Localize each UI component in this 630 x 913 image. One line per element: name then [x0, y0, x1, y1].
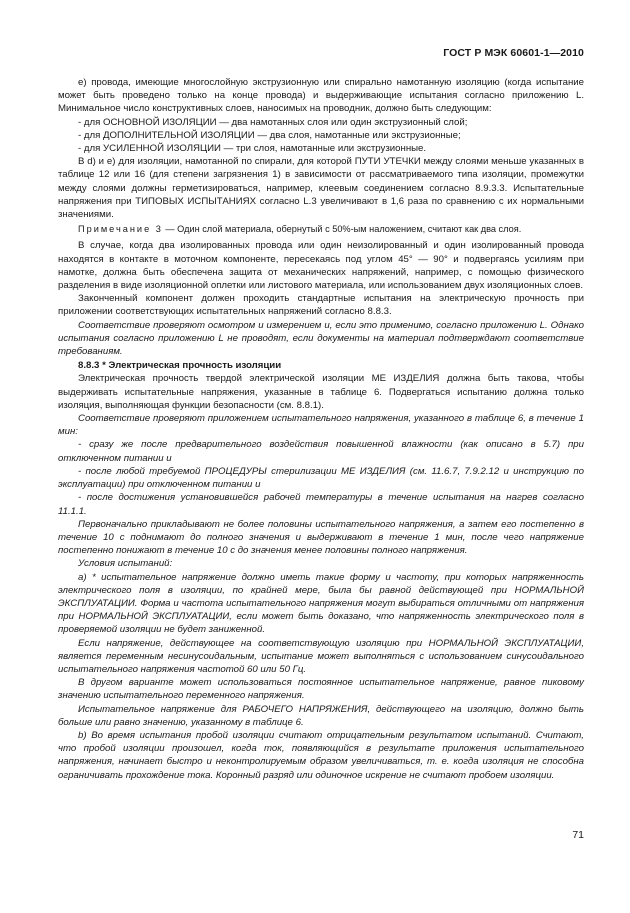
paragraph-dc-alternative: В другом варианте может использоваться постоянное испытательное напряжение, равное пиковому значению испытательного переменного напряжения.: [58, 677, 584, 702]
paragraph-voltage-ramp: Первоначально прикладывают не более половины испытательного напряжения, а затем его постепенно в течение 10 с поднимают до полного значения и выдерживают в течение 1 мин, после чего напряжение постепенно понижают в течение 10 с до значения менее половины полного напряжения.: [58, 518, 584, 557]
paragraph-crossing-wires: В случае, когда два изолированных провода или один неизолированный и один изолированный провода находятся в контакте в моточном компоненте, пересекаясь под углом 45° — 90° и подвергаясь усилиям при намотке, должна быть обеспечена защита от механических напряжений, например, с помощью физического разделения в виде изоляционной оплетки или листового материала, или использованием двух изоляционных слоев.: [58, 240, 584, 292]
note-label: Примечание 3: [78, 224, 163, 235]
paragraph-condition-a: а) * испытательное напряжение должно иметь такие форму и частоту, при которых напряженность электрического поля в изоляции, по крайней мере, была бы равной действующей при НОРМАЛЬНОЙ ЭКСПЛУАТАЦИИ. Форма и частота испытательного напряжения могут выбираться отличными от напряжения при НОРМАЛЬНОЙ ЭКСПЛУАТАЦИИ, если может быть доказано, что напряженность электрического поля в проверяемой изоляции не будет заниженной.: [58, 571, 584, 636]
section-number: 8.8.3 *: [78, 360, 106, 372]
paragraph-nonsinusoidal: Если напряжение, действующее на соответствующую изоляцию при НОРМАЛЬНОЙ ЭКСПЛУАТАЦИИ, является переменным несинусоидальным, испытание может выполняться с использованием синусоидального испытательного напряжения частотой 60 или 50 Гц.: [58, 637, 584, 675]
note-3: [58, 223, 584, 236]
list-item-basic-insulation: - для ОСНОВНОЙ ИЗОЛЯЦИИ — два намотанных слоя или один экструзионный слой;: [78, 116, 468, 128]
paragraph-finished-component: Законченный компонент должен проходить стандартные испытания на электрическую прочность при приложении соответствующих испытательных напряжений согласно 8.8.3.: [58, 293, 584, 318]
page-number: 71: [572, 829, 584, 841]
paragraph-working-voltage: Испытательное напряжение для РАБОЧЕГО НАПРЯЖЕНИЯ, действующего на изоляцию, должно быть больше или равно значению, указанному в таблице 6.: [58, 703, 584, 728]
list-item-reinforced-insulation: - для УСИЛЕННОЙ ИЗОЛЯЦИИ — три слоя, намотанные или экструзионные.: [78, 143, 427, 155]
paragraph-item-e: е) провода, имеющие многослойную экструзионную или спирально намотанную изоляцию (когда испытание может быть проведено только на конце провода) и выдерживающие испытания согласно приложению L. Минимальное число конструктивных слоев, наносимых на проводник, должно быть следующим:: [58, 77, 584, 115]
paragraph-spiral-insulation: В d) и е) для изоляции, намотанной по спирали, для которой ПУТИ УТЕЧКИ между слоями меньше указанных в таблице 12 или 16 (для степени загрязнения 1) в зависимости от рассматриваемого типа изоляции, промежутки между слоями должны герметизироваться, например, клеевым соединением согласно 8.9.3.3. Испытательные напряжения при ТИПОВЫХ ИСПЫТАНИЯХ согласно L.3 увеличивают в 1,6 раза по сравнению с их нормальными значениями.: [58, 156, 584, 221]
section-heading: [58, 359, 584, 372]
list-item-sterilization: - после любой требуемой ПРОЦЕДУРЫ стерилизации МЕ ИЗДЕЛИЯ (см. 11.6.7, 7.9.2.12 и инструкцию по эксплуатации) при отключенном питании и: [58, 465, 584, 491]
list-item-supplementary-insulation: - для ДОПОЛНИТЕЛЬНОЙ ИЗОЛЯЦИИ — два слоя, намотанные или экструзионные;: [78, 129, 461, 141]
paragraph-compliance-test-voltage: Соответствие проверяют приложением испытательного напряжения, указанного в таблице 6, в течение 1 мин:: [58, 413, 584, 438]
document-header: ГОСТ Р МЭК 60601-1—2010: [443, 47, 584, 59]
list-item-humidity: - сразу же после предварительного воздействия повышенной влажности (как описано в 5.7) при отключенном питании и: [58, 439, 584, 464]
paragraph-test-conditions: Условия испытаний:: [78, 558, 173, 570]
paragraph-dielectric-strength: Электрическая прочность твердой электрической изоляции МЕ ИЗДЕЛИЯ должна быть такова, чтобы выдерживать испытательные напряжения, указанные в таблице 6. Подвергаться испытанию должна только изоляция, выполняющая функции безопасности (см. 8.8.1).: [58, 373, 584, 411]
paragraph-condition-b: b) Во время испытания пробой изоляции считают отрицательным результатом испытаний. Считают, что пробой изоляции произошел, когда ток, появляющийся в результате приложения испытательного напряжения, начинает быстро и неконтролируемым образом увеличиваться, т. е. когда изоляция не способна ограничивать прохождение тока. Коронный разряд или одиночное искрение не считают пробоем изоляции.: [58, 729, 584, 781]
list-item-operating-temperature: - после достижения установившейся рабочей температуры в течение испытания на нагрев согласно 11.1.1.: [58, 492, 584, 517]
section-title: Электрическая прочность изоляции: [108, 360, 282, 372]
note-text: — Один слой материала, обернутый с 50%-ым наложением, считают как два слоя.: [162, 224, 522, 235]
paragraph-compliance-check: Соответствие проверяют осмотром и измерением и, если это применимо, согласно приложению L. Однако испытания согласно приложению L не проводят, если документы на материал подтверждают соответствие требованиям.: [58, 319, 584, 358]
page-body: [58, 76, 584, 782]
